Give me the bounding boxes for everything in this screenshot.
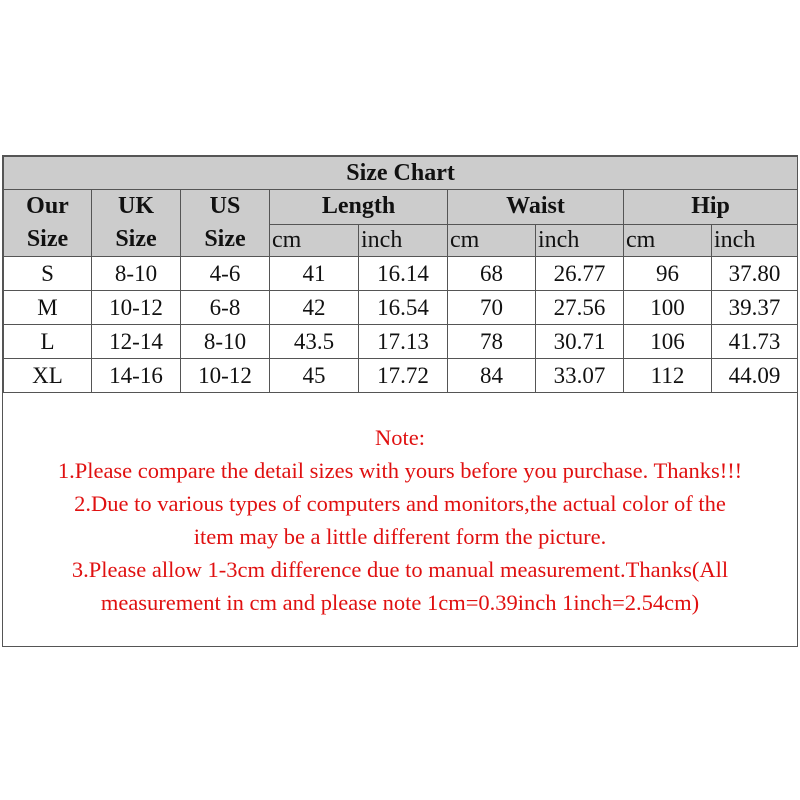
cell-our-size: S: [4, 257, 92, 291]
cell-waist-inch: 33.07: [536, 359, 624, 393]
cell-length-inch: 16.14: [359, 257, 448, 291]
header-us-size-line2: Size: [204, 226, 246, 252]
header-uk-size-line1: UK: [118, 193, 154, 219]
cell-uk-size: 8-10: [92, 257, 181, 291]
cell-hip-inch: 44.09: [712, 359, 798, 393]
cell-waist-cm: 68: [448, 257, 536, 291]
cell-length-cm: 43.5: [270, 325, 359, 359]
header-hip: Hip: [624, 190, 798, 225]
cell-us-size: 6-8: [181, 291, 270, 325]
header-uk-size: [92, 190, 181, 257]
cell-us-size: 8-10: [181, 325, 270, 359]
cell-our-size: XL: [4, 359, 92, 393]
unit-length-cm: cm: [270, 224, 359, 257]
header-our-size-line2: Size: [26, 226, 69, 252]
unit-waist-inch: inch: [536, 224, 624, 257]
cell-our-size: L: [4, 325, 92, 359]
cell-uk-size: 10-12: [92, 291, 181, 325]
note-block: [3, 421, 797, 619]
unit-waist-cm: cm: [448, 224, 536, 257]
header-our-size-line1: Our: [26, 193, 69, 219]
header-waist: Waist: [448, 190, 624, 225]
header-uk-size-line2: Size: [115, 226, 157, 252]
note-line: 3.Please allow 1-3cm difference due to manual measurement.Thanks(All: [71, 557, 729, 582]
table-row: [4, 359, 798, 393]
cell-hip-cm: 106: [624, 325, 712, 359]
cell-waist-cm: 70: [448, 291, 536, 325]
cell-length-cm: 41: [270, 257, 359, 291]
cell-us-size: 10-12: [181, 359, 270, 393]
size-chart: [2, 155, 798, 647]
note-line: 1.Please compare the detail sizes with yours before you purchase. Thanks!!!: [57, 458, 743, 483]
header-us-size: [181, 190, 270, 257]
table-title: Size Chart: [4, 157, 798, 190]
note-line: measurement in cm and please note 1cm=0.39inch 1inch=2.54cm): [100, 590, 700, 615]
cell-waist-inch: 27.56: [536, 291, 624, 325]
cell-hip-cm: 112: [624, 359, 712, 393]
cell-length-inch: 17.72: [359, 359, 448, 393]
size-table: [3, 156, 798, 393]
unit-length-inch: inch: [359, 224, 448, 257]
cell-hip-cm: 100: [624, 291, 712, 325]
table-row: [4, 257, 798, 291]
table-body: [4, 257, 798, 393]
cell-waist-inch: 26.77: [536, 257, 624, 291]
cell-our-size: M: [4, 291, 92, 325]
cell-waist-cm: 78: [448, 325, 536, 359]
note-line: item may be a little different form the picture.: [193, 524, 607, 549]
cell-hip-cm: 96: [624, 257, 712, 291]
header-our-size: [4, 190, 92, 257]
cell-hip-inch: 39.37: [712, 291, 798, 325]
cell-waist-cm: 84: [448, 359, 536, 393]
cell-hip-inch: 37.80: [712, 257, 798, 291]
cell-length-cm: 42: [270, 291, 359, 325]
cell-waist-inch: 30.71: [536, 325, 624, 359]
note-heading: Note:: [375, 425, 425, 450]
cell-uk-size: 12-14: [92, 325, 181, 359]
table-row: [4, 325, 798, 359]
table-row: [4, 291, 798, 325]
cell-length-inch: 17.13: [359, 325, 448, 359]
cell-uk-size: 14-16: [92, 359, 181, 393]
header-us-size-line1: US: [209, 193, 241, 219]
cell-length-inch: 16.54: [359, 291, 448, 325]
note-line: 2.Due to various types of computers and monitors,the actual color of the: [74, 491, 726, 516]
cell-length-cm: 45: [270, 359, 359, 393]
header-length: Length: [270, 190, 448, 225]
cell-hip-inch: 41.73: [712, 325, 798, 359]
cell-us-size: 4-6: [181, 257, 270, 291]
unit-hip-inch: inch: [712, 224, 798, 257]
unit-hip-cm: cm: [624, 224, 712, 257]
